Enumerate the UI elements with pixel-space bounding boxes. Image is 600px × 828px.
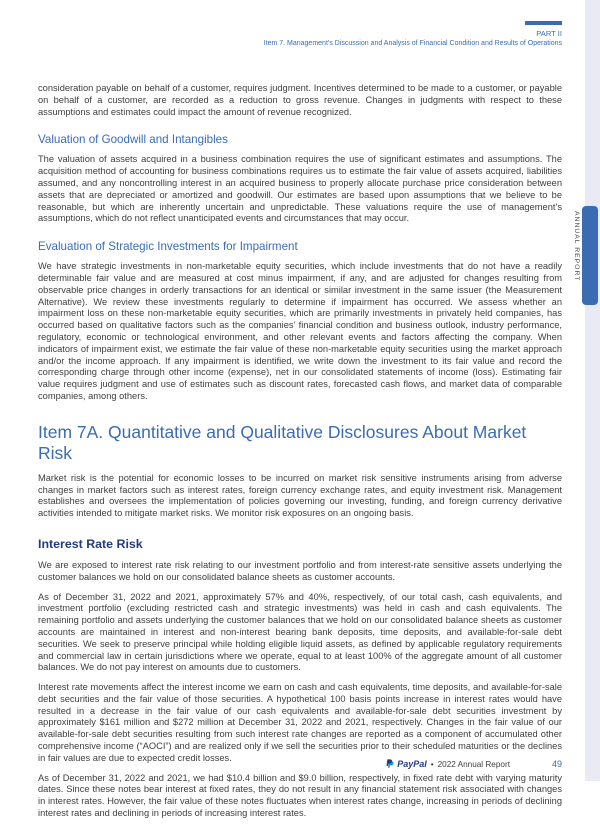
page-number: 49: [551, 759, 562, 769]
heading-item-7a: Item 7A. Quantitative and Qualitative Disclosures About Market Risk: [38, 421, 527, 463]
interest-rate-paragraph-4: As of December 31, 2022 and 2021, we had $10.4 billion and $9.0 billion, respectively, in fixed rate debt with varying maturity dates. Since these notes bear interest at fixed rates, they do not result in any financial statement risk associated with changes in interest rates. However, the fair value of these notes fluctuates when interest rates change, increasing in periods of declining interest rates and declining in periods of increasing interest rates.: [38, 772, 562, 819]
heading-strategic-investments: Evaluation of Strategic Investments for Impairment: [38, 240, 298, 254]
page-header: [264, 21, 562, 47]
goodwill-paragraph: The valuation of assets acquired in a business combination requires the use of significant estimates and assumptions. The acquisition method of accounting for business combinations requires us to estimate the fair value of assets acquired, liabilities assumed, and any noncontrolling interest in an acquired business to properly allocate purchase price consideration between assets that are depreciated or amortized and goodwill. Our estimates are based upon assumptions that we believe to be reasonable, but which are inherently uncertain and unpredictable. These valuations require the use of management’s assumptions, which do not reflect unanticipated events and circumstances that may occur.: [38, 154, 562, 224]
annual-report-tab: [582, 206, 598, 305]
annual-report-vertical-label: ANNUAL REPORT: [573, 211, 580, 282]
market-risk-paragraph: Market risk is the potential for economic losses to be incurred on market risk sensitive instruments arising from adverse changes in market factors such as interest rates, foreign currency exchange rates, and equity investment risk. Management establishes and oversees the implementation of policies governing our investing, funding, and foreign currency derivative activities intended to mitigate market risks. We monitor risk exposures on an ongoing basis.: [38, 472, 562, 519]
part-label: PART II: [536, 29, 562, 38]
header-rule: [525, 21, 562, 25]
page-footer: [386, 759, 562, 769]
paypal-wordmark: PayPal: [397, 759, 427, 769]
heading-interest-rate-risk: Interest Rate Risk: [38, 536, 143, 551]
interest-rate-paragraph-1: We are exposed to interest rate risk relating to our investment portfolio and from interest-rate sensitive assets underlying the customer balances we hold on our consolidated balance sheets as customer accounts.: [38, 559, 562, 582]
footer-separator: •: [430, 759, 434, 769]
interest-rate-paragraph-2: As of December 31, 2022 and 2021, approximately 57% and 40%, respectively, of our total cash, cash equivalents, and investment portfolio (excluding restricted cash and strategic investments) was held in cash and cash equivalents. The remaining portfolio and assets underlying the customer balances that we hold on our consolidated balance sheets as customer accounts are maintained in interest and non-interest bearing bank deposits, time deposits, and available-for-sale debt securities. We seek to preserve principal while holding eligible liquid assets, as defined by applicable regulatory requirements and commercial law in certain jurisdictions where we operate, equal to at least 100% of the aggregate amount of all customer balances. We do not pay interest on amounts due to customers.: [38, 591, 562, 673]
paypal-logo-icon: [386, 759, 394, 769]
intro-paragraph: consideration payable on behalf of a customer, requires judgment. Incentives determined to be made to a customer, or payable on behalf of a customer, are recorded as a reduction to gross revenue. Changes in judgments with respect to these assumptions and estimates could impact the amount of revenue recognized.: [38, 83, 562, 117]
heading-goodwill: Valuation of Goodwill and Intangibles: [38, 133, 228, 147]
footer-report-label: 2022 Annual Report: [437, 759, 510, 769]
item-breadcrumb: Item 7. Management’s Discussion and Analysis of Financial Condition and Results of Operations: [263, 40, 562, 47]
page-edge-strip: [585, 0, 600, 781]
document-body: [38, 83, 562, 828]
strategic-investments-paragraph: We have strategic investments in non-marketable equity securities, which include investments that do not have a readily determinable fair value and are measured at cost minus impairment, if any, and are adjusted for changes resulting from observable price changes in orderly transactions for an identical or similar investment in the same issuer (the Measurement Alternative). We review these investments regularly to determine if impairment has occurred. We assess whether an impairment loss on these non-marketable equity securities, which are primarily investments in privately held companies, has occurred based on qualitative factors such as the companies’ financial condition and business outlook, industry performance, regulatory, economic or technological environment, and other relevant events and factors affecting the company. When indicators of impairment exist, we estimate the fair value of these non-marketable equity securities using the market approach and/or the income approach. If any impairment is identified, we write down the investment to its fair value and record the corresponding charge through other income (expense), net in our consolidated statements of income (loss). Estimating fair value requires judgment and use of estimates such as discount rates, forecasted cash flows, and market data of comparable companies, among others.: [38, 261, 562, 401]
interest-rate-paragraph-3: Interest rate movements affect the interest income we earn on cash and cash equivalents, time deposits, and available-for-sale debt securities and the fair value of those securities. A hypothetical 100 basis points increase in interest rates would have resulted in a decrease in the fair value of our cash equivalents and available-for-sale debt securities investment by approximately $161 million and $272 million at December 31, 2022 and 2021, respectively. Changes in the fair value of our available-for-sale debt securities resulting from such interest rate changes are reported as a component of accumulated other comprehensive income (“AOCI”) and are realized only if we sell the securities prior to their scheduled maturities or the declines in fair values are due to expected credit losses.: [38, 682, 562, 763]
